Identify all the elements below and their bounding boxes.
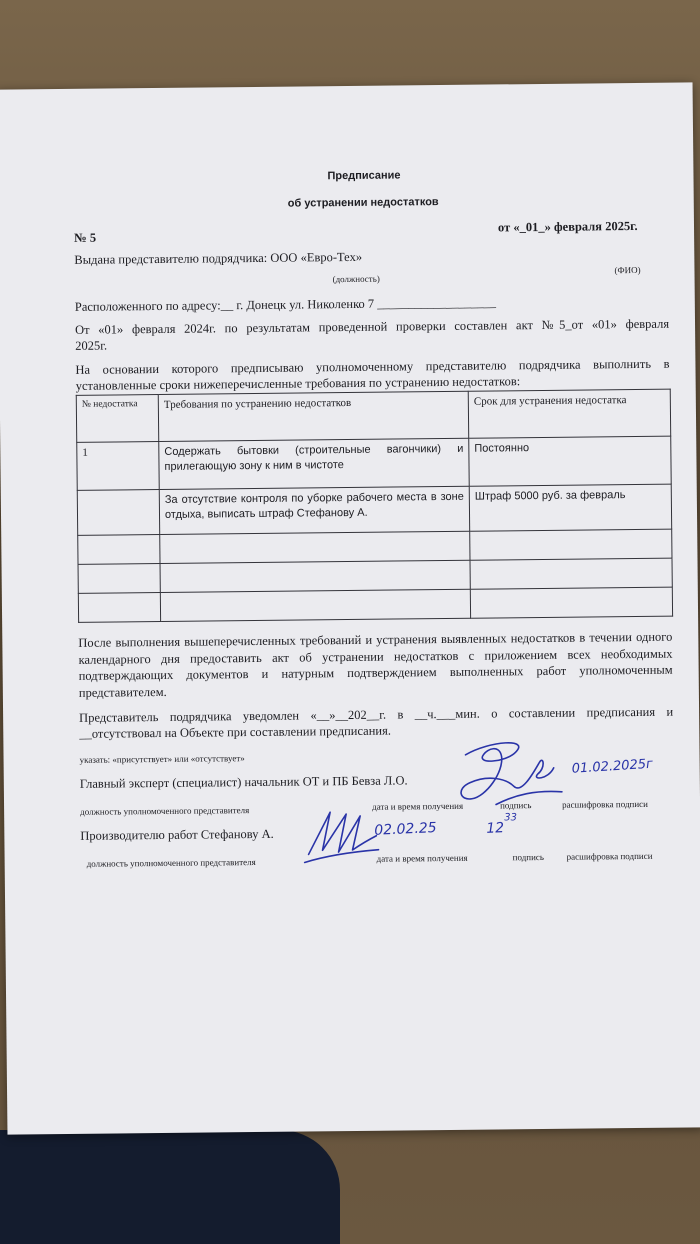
document-number: № 5 (74, 230, 97, 245)
inspection-line-1: От «01» февраля 2024г. по результатам проведенной проверки составлен акт №5_от «01» февраля (74, 316, 670, 337)
row-requirement: Содержать бытовки (строительные вагончики) и прилегающую зону к ним в чистоте (159, 438, 469, 489)
expert-signature-scribble (435, 734, 566, 815)
foreman-line: Производителю работ Стефанову А. (80, 826, 274, 843)
expert-line: Главный эксперт (специалист) начальник ОТ и ПБ Бевза Л.О. (79, 773, 408, 791)
row-deadline: Постоянно (469, 436, 671, 486)
row-deadline (470, 558, 672, 589)
expert-caption-position: должность уполномоченного представителя (80, 805, 250, 817)
document-subtitle: об устранении недостатков (287, 196, 439, 210)
row-requirement: За отсутствие контроля по уборке рабочего места в зоне отдыха, выписать штраф Стефанову А. (159, 486, 469, 534)
inspection-line-2: 2025г. (75, 338, 108, 353)
row-number (78, 592, 160, 622)
row-deadline: Штраф 5000 руб. за февраль (469, 484, 671, 531)
dark-cloth (0, 1130, 340, 1244)
row-requirement (160, 531, 470, 563)
foreman-signature-scribble (300, 806, 381, 867)
header-number: № недостатка (76, 394, 158, 442)
document-date: от «_01_» февраля 2025г. (497, 218, 638, 235)
document-title: Предписание (327, 169, 401, 183)
table-row (78, 587, 672, 622)
foreman-handwritten-time: 12 (485, 820, 505, 837)
row-number (78, 563, 160, 593)
row-deadline (470, 587, 672, 618)
row-number (78, 534, 160, 564)
notified-line-1: Представитель подрядчика уведомлен «__»__202__г. в __ч.___мин. о составлении предписания и (79, 704, 674, 725)
expert-caption-decoding: расшифровка подписи (562, 798, 649, 810)
foreman-caption-decoding: расшифровка подписи (566, 850, 653, 862)
expert-handwritten-date: 01.02.2025г (571, 756, 654, 777)
row-number (77, 489, 159, 535)
basis-line-2: установленные сроки нижеперечисленные требования по устранению недостатков: (75, 374, 521, 393)
table-header-row (76, 389, 670, 442)
foreman-caption-position: должность уполномоченного представителя (86, 857, 256, 869)
notified-line-2: __отсутствовал на Объекте при составлении предписания. (79, 723, 391, 741)
basis-line-1: На основании которого предписываю уполномоченному представителю подрядчика выполнить в (75, 356, 670, 377)
expert-caption-signature: подпись (500, 800, 532, 811)
header-requirement: Требования по устранению недостатков (158, 391, 468, 441)
foreman-handwritten-minutes: 33 (504, 812, 517, 824)
row-requirement (160, 589, 470, 621)
requirements-table (76, 389, 673, 623)
expert-caption-datetime: дата и время получения (372, 800, 464, 812)
presence-note: указать: «присутствует» или «отсутствует» (79, 753, 245, 765)
address: Расположенного по адресу:__ г. Донецк ул. Николенко 7 ___________________ (74, 295, 497, 314)
caption-fio: (ФИО) (614, 264, 641, 276)
after-text: После выполнения вышеперечисленных требований и устранения выявленных недостатков в течении одного календарного дня предоставить акт об устранении недостатков с приложением всех необходимых подтверждающих документов и натурным подтверждением выполненных работ уполномоченным представителем. (78, 629, 673, 700)
document-sheet (0, 82, 700, 1134)
foreman-caption-datetime: дата и время получения (376, 852, 468, 864)
table-row (77, 436, 671, 490)
foreman-handwritten-date: 02.02.25 (373, 820, 437, 839)
row-requirement (160, 560, 470, 592)
issued-to: Выдана представителю подрядчика: ООО «Евро-Тех» (74, 249, 363, 267)
row-deadline (470, 529, 672, 560)
foreman-caption-signature: подпись (512, 851, 545, 863)
header-deadline: Срок для устранения недостатка (468, 389, 670, 438)
caption-position: (должность) (332, 273, 380, 285)
row-number: 1 (77, 441, 159, 490)
table-row (77, 484, 671, 535)
